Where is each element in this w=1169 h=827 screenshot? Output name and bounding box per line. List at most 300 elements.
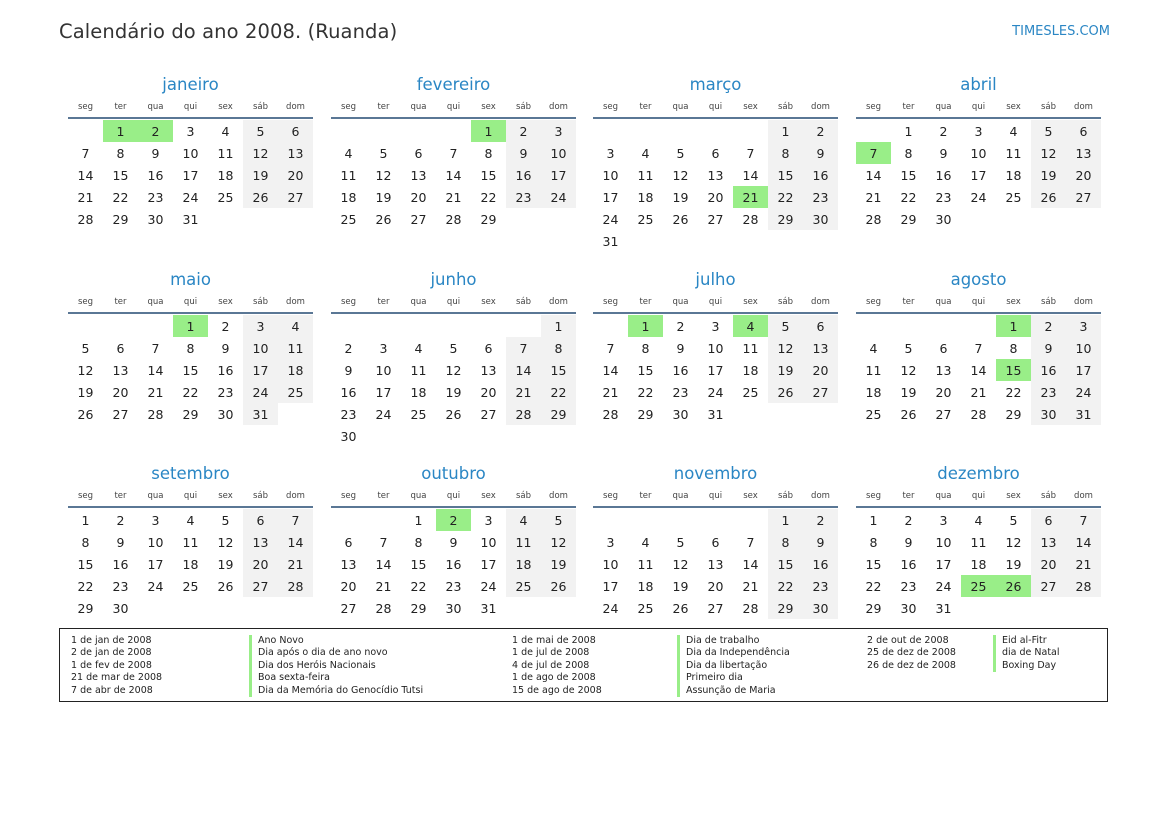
day-cell[interactable]: 8 (484, 145, 493, 161)
day-cell[interactable]: 20 (707, 189, 724, 205)
day-cell[interactable]: 6 (484, 340, 493, 356)
day-cell[interactable]: 29 (112, 211, 129, 227)
day-cell[interactable]: 18 (217, 167, 234, 183)
day-cell[interactable]: 5 (541, 509, 576, 531)
day-cell[interactable]: 5 (379, 145, 388, 161)
day-cell[interactable]: 11 (410, 362, 427, 378)
day-cell[interactable]: 14 (278, 531, 313, 553)
day-cell[interactable]: 24 (602, 211, 619, 227)
day-cell[interactable]: 16 (672, 362, 689, 378)
day-cell[interactable]: 15 (410, 556, 427, 572)
day-cell[interactable]: 8 (414, 534, 423, 550)
day-cell[interactable]: 8 (116, 145, 125, 161)
day-cell[interactable]: 16 (112, 556, 129, 572)
day-cell[interactable]: 10 (243, 337, 278, 359)
day-cell[interactable]: 31 (602, 233, 619, 249)
day-cell[interactable]: 13 (803, 337, 838, 359)
day-cell[interactable]: 19 (900, 384, 917, 400)
day-cell[interactable]: 20 (410, 189, 427, 205)
day-cell[interactable]: 6 (1031, 509, 1066, 531)
day-cell[interactable]: 16 (803, 553, 838, 575)
day-cell[interactable]: 3 (606, 145, 615, 161)
day-cell[interactable]: 19 (541, 553, 576, 575)
day-cell[interactable]: 23 (112, 578, 129, 594)
day-cell[interactable]: 13 (278, 142, 313, 164)
day-cell[interactable]: 21 (506, 381, 541, 403)
day-cell[interactable]: 19 (1031, 164, 1066, 186)
day-cell[interactable]: 21 (445, 189, 462, 205)
day-cell[interactable]: 7 (81, 145, 90, 161)
day-cell[interactable]: 2 (676, 318, 685, 334)
day-cell[interactable]: 31 (1066, 403, 1101, 425)
day-cell[interactable]: 12 (672, 167, 689, 183)
day-cell[interactable]: 16 (340, 384, 357, 400)
day-cell[interactable]: 11 (278, 337, 313, 359)
day-cell[interactable]: 7 (746, 534, 755, 550)
day-cell[interactable]: 27 (112, 406, 129, 422)
day-cell[interactable]: 26 (243, 186, 278, 208)
day-cell[interactable]: 18 (340, 189, 357, 205)
day-cell[interactable]: 21 (1066, 553, 1101, 575)
day-cell[interactable]: 5 (768, 315, 803, 337)
day-cell[interactable]: 30 (217, 406, 234, 422)
day-cell[interactable]: 2 (904, 512, 913, 528)
day-cell[interactable]: 24 (602, 600, 619, 616)
day-cell[interactable]: 1 (768, 120, 803, 142)
day-cell[interactable]: 30 (803, 208, 838, 230)
day-cell[interactable]: 5 (221, 512, 230, 528)
day-cell[interactable]: 13 (935, 362, 952, 378)
day-cell[interactable]: 1 (869, 512, 878, 528)
day-cell[interactable]: 4 (278, 315, 313, 337)
day-cell[interactable]: 8 (1009, 340, 1018, 356)
day-cell[interactable]: 12 (1031, 142, 1066, 164)
day-cell[interactable]: 7 (606, 340, 615, 356)
day-cell[interactable]: 9 (676, 340, 685, 356)
day-cell[interactable]: 29 (900, 211, 917, 227)
day-cell[interactable]: 20 (278, 164, 313, 186)
day-cell[interactable]: 24 (182, 189, 199, 205)
day-cell[interactable]: 15 (480, 167, 497, 183)
day-cell[interactable]: 10 (707, 340, 724, 356)
day-cell[interactable]: 20 (340, 578, 357, 594)
day-cell[interactable]: 22 (182, 384, 199, 400)
day-cell[interactable]: 10 (1066, 337, 1101, 359)
day-cell[interactable]: 18 (182, 556, 199, 572)
day-cell[interactable]: 12 (900, 362, 917, 378)
day-cell[interactable]: 29 (768, 208, 803, 230)
day-cell[interactable]: 17 (935, 556, 952, 572)
day-cell[interactable]: 26 (768, 381, 803, 403)
day-cell[interactable]: 21 (77, 189, 94, 205)
holiday-day-cell[interactable]: 25 (961, 575, 996, 597)
day-cell[interactable]: 24 (480, 578, 497, 594)
day-cell[interactable]: 2 (221, 318, 230, 334)
day-cell[interactable]: 28 (865, 211, 882, 227)
day-cell[interactable]: 11 (182, 534, 199, 550)
day-cell[interactable]: 26 (900, 406, 917, 422)
day-cell[interactable]: 13 (410, 167, 427, 183)
day-cell[interactable]: 23 (900, 578, 917, 594)
day-cell[interactable]: 8 (869, 534, 878, 550)
day-cell[interactable]: 12 (768, 337, 803, 359)
day-cell[interactable]: 15 (182, 362, 199, 378)
holiday-day-cell[interactable]: 4 (733, 315, 768, 337)
day-cell[interactable]: 2 (803, 509, 838, 531)
day-cell[interactable]: 31 (935, 600, 952, 616)
day-cell[interactable]: 7 (379, 534, 388, 550)
day-cell[interactable]: 14 (970, 362, 987, 378)
day-cell[interactable]: 6 (711, 145, 720, 161)
day-cell[interactable]: 2 (344, 340, 353, 356)
day-cell[interactable]: 17 (707, 362, 724, 378)
day-cell[interactable]: 10 (970, 145, 987, 161)
day-cell[interactable]: 3 (541, 120, 576, 142)
day-cell[interactable]: 12 (1005, 534, 1022, 550)
day-cell[interactable]: 1 (414, 512, 423, 528)
day-cell[interactable]: 29 (77, 600, 94, 616)
holiday-day-cell[interactable]: 1 (173, 315, 208, 337)
day-cell[interactable]: 16 (506, 164, 541, 186)
day-cell[interactable]: 22 (112, 189, 129, 205)
day-cell[interactable]: 23 (672, 384, 689, 400)
day-cell[interactable]: 9 (939, 145, 948, 161)
day-cell[interactable]: 8 (904, 145, 913, 161)
day-cell[interactable]: 25 (506, 575, 541, 597)
day-cell[interactable]: 9 (151, 145, 160, 161)
day-cell[interactable]: 17 (602, 578, 619, 594)
day-cell[interactable]: 27 (243, 575, 278, 597)
holiday-day-cell[interactable]: 15 (996, 359, 1031, 381)
day-cell[interactable]: 29 (480, 211, 497, 227)
day-cell[interactable]: 21 (278, 553, 313, 575)
day-cell[interactable]: 6 (803, 315, 838, 337)
day-cell[interactable]: 12 (445, 362, 462, 378)
day-cell[interactable]: 14 (77, 167, 94, 183)
day-cell[interactable]: 27 (278, 186, 313, 208)
day-cell[interactable]: 16 (803, 164, 838, 186)
day-cell[interactable]: 14 (742, 167, 759, 183)
day-cell[interactable]: 27 (707, 600, 724, 616)
day-cell[interactable]: 4 (869, 340, 878, 356)
day-cell[interactable]: 24 (970, 189, 987, 205)
day-cell[interactable]: 18 (637, 578, 654, 594)
day-cell[interactable]: 22 (541, 381, 576, 403)
day-cell[interactable]: 9 (221, 340, 230, 356)
day-cell[interactable]: 27 (707, 211, 724, 227)
day-cell[interactable]: 10 (602, 167, 619, 183)
day-cell[interactable]: 3 (711, 318, 720, 334)
day-cell[interactable]: 10 (602, 556, 619, 572)
day-cell[interactable]: 20 (1066, 164, 1101, 186)
day-cell[interactable]: 28 (742, 211, 759, 227)
day-cell[interactable]: 5 (449, 340, 458, 356)
day-cell[interactable]: 3 (186, 123, 195, 139)
day-cell[interactable]: 7 (278, 509, 313, 531)
day-cell[interactable]: 19 (445, 384, 462, 400)
day-cell[interactable]: 30 (445, 600, 462, 616)
day-cell[interactable]: 25 (278, 381, 313, 403)
day-cell[interactable]: 26 (217, 578, 234, 594)
day-cell[interactable]: 3 (606, 534, 615, 550)
day-cell[interactable]: 31 (707, 406, 724, 422)
day-cell[interactable]: 25 (865, 406, 882, 422)
day-cell[interactable]: 17 (182, 167, 199, 183)
holiday-day-cell[interactable]: 1 (103, 120, 138, 142)
day-cell[interactable]: 13 (340, 556, 357, 572)
day-cell[interactable]: 28 (147, 406, 164, 422)
day-cell[interactable]: 10 (541, 142, 576, 164)
day-cell[interactable]: 30 (803, 597, 838, 619)
day-cell[interactable]: 19 (768, 359, 803, 381)
day-cell[interactable]: 2 (1031, 315, 1066, 337)
day-cell[interactable]: 21 (865, 189, 882, 205)
day-cell[interactable]: 4 (344, 145, 353, 161)
day-cell[interactable]: 28 (742, 600, 759, 616)
day-cell[interactable]: 7 (974, 340, 983, 356)
day-cell[interactable]: 14 (506, 359, 541, 381)
day-cell[interactable]: 25 (637, 600, 654, 616)
day-cell[interactable]: 6 (939, 340, 948, 356)
day-cell[interactable]: 9 (803, 531, 838, 553)
day-cell[interactable]: 12 (217, 534, 234, 550)
day-cell[interactable]: 21 (147, 384, 164, 400)
day-cell[interactable]: 25 (637, 211, 654, 227)
day-cell[interactable]: 13 (707, 167, 724, 183)
day-cell[interactable]: 11 (865, 362, 882, 378)
day-cell[interactable]: 19 (243, 164, 278, 186)
day-cell[interactable]: 15 (112, 167, 129, 183)
day-cell[interactable]: 28 (506, 403, 541, 425)
day-cell[interactable]: 1 (541, 315, 576, 337)
day-cell[interactable]: 23 (506, 186, 541, 208)
day-cell[interactable]: 16 (217, 362, 234, 378)
day-cell[interactable]: 18 (410, 384, 427, 400)
day-cell[interactable]: 23 (803, 186, 838, 208)
day-cell[interactable]: 16 (900, 556, 917, 572)
day-cell[interactable]: 27 (1066, 186, 1101, 208)
day-cell[interactable]: 16 (1031, 359, 1066, 381)
day-cell[interactable]: 17 (375, 384, 392, 400)
day-cell[interactable]: 10 (182, 145, 199, 161)
day-cell[interactable]: 26 (1031, 186, 1066, 208)
day-cell[interactable]: 5 (81, 340, 90, 356)
holiday-day-cell[interactable]: 1 (471, 120, 506, 142)
day-cell[interactable]: 5 (243, 120, 278, 142)
day-cell[interactable]: 1 (768, 509, 803, 531)
day-cell[interactable]: 9 (344, 362, 353, 378)
day-cell[interactable]: 30 (340, 428, 357, 444)
day-cell[interactable]: 6 (278, 120, 313, 142)
day-cell[interactable]: 29 (541, 403, 576, 425)
day-cell[interactable]: 30 (147, 211, 164, 227)
day-cell[interactable]: 5 (676, 534, 685, 550)
day-cell[interactable]: 29 (182, 406, 199, 422)
day-cell[interactable]: 2 (116, 512, 125, 528)
day-cell[interactable]: 14 (1066, 531, 1101, 553)
day-cell[interactable]: 8 (541, 337, 576, 359)
day-cell[interactable]: 17 (602, 189, 619, 205)
day-cell[interactable]: 31 (243, 403, 278, 425)
site-link[interactable]: TIMESLES.COM (1012, 24, 1110, 39)
day-cell[interactable]: 18 (742, 362, 759, 378)
day-cell[interactable]: 10 (375, 362, 392, 378)
day-cell[interactable]: 1 (81, 512, 90, 528)
day-cell[interactable]: 4 (221, 123, 230, 139)
day-cell[interactable]: 24 (147, 578, 164, 594)
day-cell[interactable]: 15 (768, 164, 803, 186)
day-cell[interactable]: 24 (243, 381, 278, 403)
day-cell[interactable]: 9 (803, 142, 838, 164)
day-cell[interactable]: 18 (1005, 167, 1022, 183)
day-cell[interactable]: 23 (147, 189, 164, 205)
day-cell[interactable]: 11 (637, 167, 654, 183)
day-cell[interactable]: 12 (243, 142, 278, 164)
day-cell[interactable]: 12 (375, 167, 392, 183)
day-cell[interactable]: 11 (742, 340, 759, 356)
day-cell[interactable]: 2 (939, 123, 948, 139)
day-cell[interactable]: 26 (672, 600, 689, 616)
day-cell[interactable]: 22 (768, 186, 803, 208)
day-cell[interactable]: 13 (1031, 531, 1066, 553)
holiday-day-cell[interactable]: 7 (856, 142, 891, 164)
day-cell[interactable]: 10 (480, 534, 497, 550)
day-cell[interactable]: 28 (602, 406, 619, 422)
day-cell[interactable]: 30 (112, 600, 129, 616)
day-cell[interactable]: 3 (939, 512, 948, 528)
day-cell[interactable]: 18 (970, 556, 987, 572)
day-cell[interactable]: 19 (375, 189, 392, 205)
day-cell[interactable]: 27 (480, 406, 497, 422)
day-cell[interactable]: 6 (243, 509, 278, 531)
day-cell[interactable]: 25 (182, 578, 199, 594)
day-cell[interactable]: 17 (480, 556, 497, 572)
day-cell[interactable]: 3 (379, 340, 388, 356)
day-cell[interactable]: 23 (217, 384, 234, 400)
day-cell[interactable]: 18 (865, 384, 882, 400)
day-cell[interactable]: 4 (641, 534, 650, 550)
day-cell[interactable]: 22 (768, 575, 803, 597)
day-cell[interactable]: 21 (970, 384, 987, 400)
day-cell[interactable]: 9 (449, 534, 458, 550)
day-cell[interactable]: 25 (410, 406, 427, 422)
day-cell[interactable]: 19 (672, 189, 689, 205)
day-cell[interactable]: 29 (768, 597, 803, 619)
day-cell[interactable]: 23 (935, 189, 952, 205)
day-cell[interactable]: 19 (672, 578, 689, 594)
day-cell[interactable]: 20 (935, 384, 952, 400)
day-cell[interactable]: 24 (1066, 381, 1101, 403)
day-cell[interactable]: 26 (77, 406, 94, 422)
day-cell[interactable]: 18 (637, 189, 654, 205)
day-cell[interactable]: 13 (707, 556, 724, 572)
day-cell[interactable]: 6 (1066, 120, 1101, 142)
day-cell[interactable]: 30 (672, 406, 689, 422)
holiday-day-cell[interactable]: 26 (996, 575, 1031, 597)
holiday-day-cell[interactable]: 2 (436, 509, 471, 531)
day-cell[interactable]: 20 (243, 553, 278, 575)
day-cell[interactable]: 22 (480, 189, 497, 205)
day-cell[interactable]: 18 (506, 553, 541, 575)
day-cell[interactable]: 9 (506, 142, 541, 164)
day-cell[interactable]: 8 (768, 531, 803, 553)
day-cell[interactable]: 12 (672, 556, 689, 572)
day-cell[interactable]: 10 (147, 534, 164, 550)
day-cell[interactable]: 12 (541, 531, 576, 553)
day-cell[interactable]: 5 (904, 340, 913, 356)
day-cell[interactable]: 23 (803, 575, 838, 597)
day-cell[interactable]: 4 (506, 509, 541, 531)
day-cell[interactable]: 14 (865, 167, 882, 183)
day-cell[interactable]: 3 (243, 315, 278, 337)
day-cell[interactable]: 4 (1009, 123, 1018, 139)
day-cell[interactable]: 19 (1005, 556, 1022, 572)
day-cell[interactable]: 20 (803, 359, 838, 381)
day-cell[interactable]: 22 (1005, 384, 1022, 400)
day-cell[interactable]: 6 (711, 534, 720, 550)
day-cell[interactable]: 16 (935, 167, 952, 183)
day-cell[interactable]: 17 (970, 167, 987, 183)
day-cell[interactable]: 25 (1005, 189, 1022, 205)
day-cell[interactable]: 21 (742, 578, 759, 594)
day-cell[interactable]: 28 (77, 211, 94, 227)
day-cell[interactable]: 11 (970, 534, 987, 550)
day-cell[interactable]: 13 (243, 531, 278, 553)
day-cell[interactable]: 28 (1066, 575, 1101, 597)
day-cell[interactable]: 15 (637, 362, 654, 378)
day-cell[interactable]: 25 (217, 189, 234, 205)
day-cell[interactable]: 9 (904, 534, 913, 550)
day-cell[interactable]: 9 (1031, 337, 1066, 359)
day-cell[interactable]: 7 (506, 337, 541, 359)
day-cell[interactable]: 8 (81, 534, 90, 550)
day-cell[interactable]: 4 (641, 145, 650, 161)
day-cell[interactable]: 29 (410, 600, 427, 616)
day-cell[interactable]: 2 (803, 120, 838, 142)
day-cell[interactable]: 13 (480, 362, 497, 378)
day-cell[interactable]: 14 (375, 556, 392, 572)
day-cell[interactable]: 23 (445, 578, 462, 594)
day-cell[interactable]: 10 (935, 534, 952, 550)
day-cell[interactable]: 22 (410, 578, 427, 594)
day-cell[interactable]: 5 (1009, 512, 1018, 528)
day-cell[interactable]: 3 (1066, 315, 1101, 337)
day-cell[interactable]: 23 (340, 406, 357, 422)
day-cell[interactable]: 24 (541, 186, 576, 208)
day-cell[interactable]: 15 (768, 553, 803, 575)
day-cell[interactable]: 14 (742, 556, 759, 572)
day-cell[interactable]: 27 (803, 381, 838, 403)
day-cell[interactable]: 27 (935, 406, 952, 422)
day-cell[interactable]: 20 (1031, 553, 1066, 575)
day-cell[interactable]: 7 (1066, 509, 1101, 531)
day-cell[interactable]: 31 (182, 211, 199, 227)
day-cell[interactable]: 15 (900, 167, 917, 183)
day-cell[interactable]: 22 (77, 578, 94, 594)
day-cell[interactable]: 15 (77, 556, 94, 572)
day-cell[interactable]: 11 (340, 167, 357, 183)
day-cell[interactable]: 8 (186, 340, 195, 356)
day-cell[interactable]: 5 (1031, 120, 1066, 142)
day-cell[interactable]: 30 (1031, 403, 1066, 425)
day-cell[interactable]: 8 (641, 340, 650, 356)
day-cell[interactable]: 30 (935, 211, 952, 227)
day-cell[interactable]: 15 (541, 359, 576, 381)
day-cell[interactable]: 20 (480, 384, 497, 400)
day-cell[interactable]: 16 (445, 556, 462, 572)
day-cell[interactable]: 25 (340, 211, 357, 227)
day-cell[interactable]: 31 (480, 600, 497, 616)
